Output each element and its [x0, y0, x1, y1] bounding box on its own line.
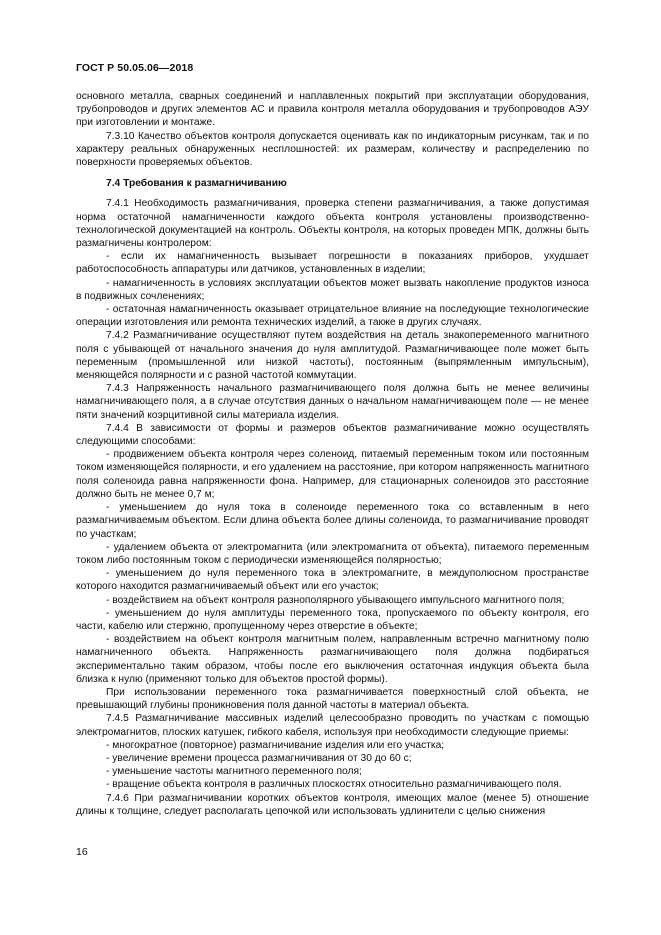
list-item: - уменьшением до нуля тока в соленоиде переменного тока со вставленным в него размагничиваемым объектом. Если длина объекта более длины соленоида, то размагничивание проводят по участкам; [76, 502, 589, 540]
paragraph-7-4-4: 7.4.4 В зависимости от формы и размеров объектов размагничивание можно осуществлять следующими способами: [76, 422, 589, 448]
list-item: - удалением объекта от электромагнита (или электромагнита от объекта), питаемого переменным током либо постоянным током с периодически изменяющейся полярностью; [76, 541, 589, 566]
paragraph-7-4-2: 7.4.2 Размагничивание осуществляют путем воздействия на деталь знакопеременного магнитного поля с убывающей от начального значения до нуля амплитудой. Размагничивающее поле может быть переменным (промышленной или низкой частоты), постоянным (выпрямленным импульсным), меняющейся полярности и с разной частотой коммутации. [76, 330, 589, 382]
list-item: - уменьшением до нуля амплитуды переменного тока, пропускаемого по объекту контроля, его части, кабелю или стержню, пропущенному через отверстие в объекте; [76, 607, 589, 632]
document-code-header: ГОСТ Р 50.05.06—2018 [76, 62, 194, 74]
paragraph-7-4-1: 7.4.1 Необходимость размагничивания, проверка степени размагничивания, а также допустимая норма остаточной намагниченности каждого объекта контроля установлены производственно-технологической документацией на контроль. Объекты контроля, на которых проведен МПК, должны быть размагничены контролером: [76, 198, 589, 250]
list-item: - если их намагниченность вызывает погрешности в показаниях приборов, ухудшает работоспособность аппаратуры или датчиков, установленных в изделии; [76, 251, 589, 276]
list-item: - остаточная намагниченность оказывает отрицательное влияние на последующие технологические операции изготовления или ремонта технических изделий, а также в других случаях. [76, 304, 589, 329]
list-item: - продвижением объекта контроля через соленоид, питаемый переменным током или постоянным током изменяющейся полярности, и его удалением на расстояние, при котором напряженность магнитного поля соленоида равна напряженности фона. Например, для стационарных соленоидов это расстояние должно быть не менее 0,7 м; [76, 449, 589, 500]
page-number: 16 [76, 846, 88, 858]
paragraph-continuation: основного металла, сварных соединений и наплавленных покрытий при эксплуатации оборудования, трубопроводов и других элементов АС и правила контроля металла оборудования и трубопроводов АЭУ при изготовлении и монтаже. [76, 91, 589, 129]
list-item: - воздействием на объект контроля разнополярного убывающего импульсного магнитного поля; [106, 594, 565, 606]
paragraph-7-3-10: 7.3.10 Качество объектов контроля допускается оценивать как по индикаторным рисункам, так и по характеру реальных обнаруженных несплошностей: их размерам, количеству и распределению по поверхности проверяемых объектов. [76, 130, 589, 169]
document-body [76, 90, 589, 818]
list-item: - многократное (повторное) размагничивание изделия или его участка; [106, 739, 445, 751]
list-item: - уменьшение частоты магнитного переменного поля; [106, 766, 362, 778]
paragraph-7-4-5: 7.4.5 Размагничивание массивных изделий целесообразно проводить по участкам с помощью электромагнитов, плоских катушек, гибкого кабеля, используя при необходимости следующие приемы: [76, 713, 589, 738]
paragraph-7-4-3: 7.4.3 Напряженность начального размагничивающего поля должна быть не менее величины намагничивающего поля, а в случае отсутствия данных о начальном намагничивающем поле — не менее пяти значений коэрцитивной силы материала изделия. [76, 383, 589, 421]
paragraph-7-4-6: 7.4.6 При размагничивании коротких объектов контроля, имеющих малое (менее 5) отношение длины к толщине, следует располагать цепочкой или использовать удлинители с целью снижения [76, 792, 589, 817]
list-item: - уменьшением до нуля переменного тока в электромагните, в междуполюсном пространстве которого находится размагничиваемый объект или его участок; [76, 568, 589, 593]
list-item: - намагниченность в условиях эксплуатации объектов может вызвать накопление продуктов износа в подвижных сочленениях; [76, 277, 589, 302]
section-heading-7-4: 7.4 Требования к размагничиванию [106, 178, 287, 190]
list-item: - вращение объекта контроля в различных плоскостях относительно размагничивающего поля. [106, 779, 562, 791]
list-item: - воздействием на объект контроля магнитным полем, направленным встречно магнитному полю намагниченного объекта. Напряженность размагничивающего поля должна подбираться экспериментально таким образом, чтобы после его выключения остаточная индукция объекта была близка к нулю (применяют только для объектов простой формы). [76, 634, 589, 685]
list-item: - увеличение времени процесса размагничивания от 30 до 60 с; [106, 752, 412, 764]
paragraph-ac-note: При использовании переменного тока размагничивается поверхностный слой объекта, не превышающий глубины проникновения поля данной частоты в материал объекта. [76, 686, 589, 712]
